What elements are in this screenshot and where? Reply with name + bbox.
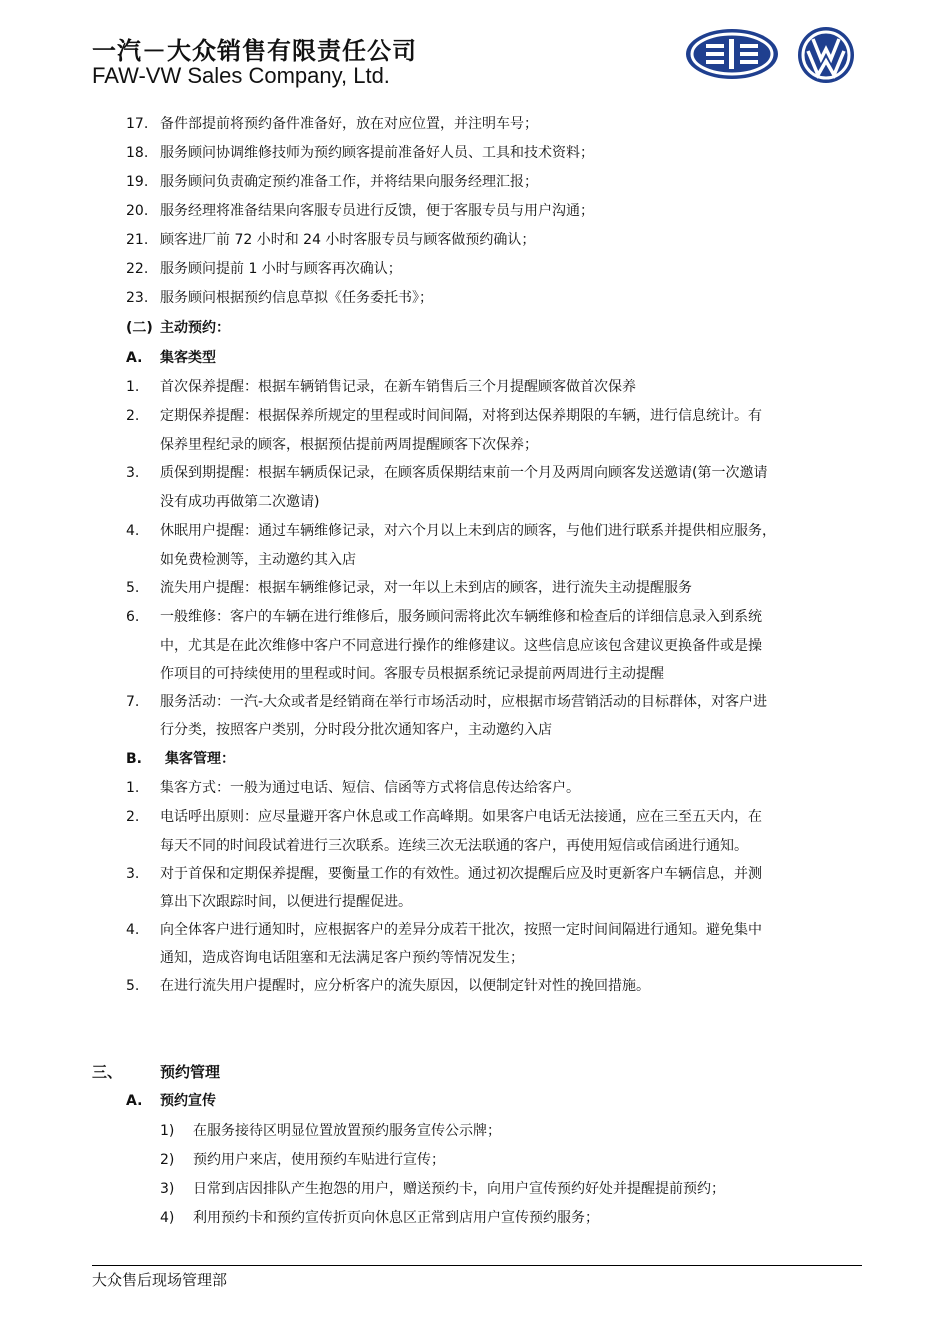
faw-logo-icon bbox=[684, 27, 780, 81]
item-text: 定期保养提醒：根据保养所规定的里程或时间间隔，对将到达保养期限的车辆，进行信息统计。有 bbox=[160, 408, 762, 424]
item-text: 每天不同的时间段试着进行三次联系。连续三次无法联通的客户，再使用短信或信函进行通知。 bbox=[160, 838, 748, 854]
item-number: 20. bbox=[126, 203, 149, 219]
item-text: 通知，造成咨询电话阻塞和无法满足客户预约等情况发生； bbox=[160, 950, 524, 966]
item-number: 1. bbox=[126, 379, 140, 395]
item-number: 6. bbox=[126, 609, 140, 625]
item-text: 日常到店因排队产生抱怨的用户，赠送预约卡，向用户宣传预约好处并提醒提前预约； bbox=[193, 1181, 725, 1197]
section-title: 预约管理 bbox=[160, 1063, 221, 1081]
item-number: 17. bbox=[126, 116, 149, 132]
item-text: 服务经理将准备结果向客服专员进行反馈，便于客服专员与用户沟通； bbox=[160, 203, 594, 219]
item-number: 23. bbox=[126, 290, 149, 306]
item-text: 一般维修：客户的车辆在进行维修后，服务顾问需将此次车辆维修和检查后的详细信息录入到系统 bbox=[160, 609, 762, 625]
item-text: 行分类，按照客户类别，分时段分批次通知客户，主动邀约入店 bbox=[160, 722, 552, 738]
item-number: 4. bbox=[126, 922, 140, 938]
item-text: 首次保养提醒：根据车辆销售记录，在新车销售后三个月提醒顾客做首次保养 bbox=[160, 379, 636, 395]
item-number: 21. bbox=[126, 232, 149, 248]
item-text: 服务顾问提前 1 小时与顾客再次确认； bbox=[160, 261, 402, 277]
part-letter: A. bbox=[126, 350, 143, 366]
item-number: 3. bbox=[126, 866, 140, 882]
item-text: 休眠用户提醒：通过车辆维修记录，对六个月以上未到店的顾客，与他们进行联系并提供相应服务， bbox=[160, 523, 776, 539]
item-number: 18. bbox=[126, 145, 149, 161]
item-text: 服务顾问负责确定预约准备工作，并将结果向服务经理汇报； bbox=[160, 174, 538, 190]
item-number: 19. bbox=[126, 174, 149, 190]
item-text: 利用预约卡和预约宣传折页向休息区正常到店用户宣传预约服务； bbox=[193, 1210, 599, 1226]
item-number: 5. bbox=[126, 580, 140, 596]
company-name-cn: 一汽－大众销售有限责任公司 bbox=[92, 37, 417, 65]
section-number: 三、 bbox=[92, 1063, 123, 1081]
vw-logo-icon bbox=[796, 25, 856, 85]
item-number: 7. bbox=[126, 694, 140, 710]
item-text: 向全体客户进行通知时，应根据客户的差异分成若干批次，按照一定时间间隔进行通知。避免集中 bbox=[160, 922, 762, 938]
item-text: 服务活动：一汽-大众或者是经销商在举行市场活动时，应根据市场营销活动的目标群体，对客户进 bbox=[160, 694, 768, 710]
section-title: 主动预约： bbox=[160, 320, 230, 336]
item-text: 作项目的可持续使用的里程或时间。客服专员根据系统记录提前两周进行主动提醒 bbox=[160, 666, 664, 682]
item-text: 算出下次跟踪时间，以便进行提醒促进。 bbox=[160, 894, 412, 910]
item-number: 3. bbox=[126, 465, 140, 481]
item-number: 1. bbox=[126, 780, 140, 796]
item-number: 22. bbox=[126, 261, 149, 277]
item-number: 2. bbox=[126, 809, 140, 825]
item-text: 没有成功再做第二次邀请) bbox=[160, 494, 320, 510]
item-number: 2) bbox=[160, 1152, 175, 1168]
item-number: 4) bbox=[160, 1210, 175, 1226]
section-number: (二) bbox=[126, 320, 153, 336]
item-text: 在进行流失用户提醒时，应分析客户的流失原因，以便制定针对性的挽回措施。 bbox=[160, 978, 650, 994]
item-number: 4. bbox=[126, 523, 140, 539]
item-text: 在服务接待区明显位置放置预约服务宣传公示牌； bbox=[193, 1123, 501, 1139]
item-text: 质保到期提醒：根据车辆质保记录，在顾客质保期结束前一个月及两周向顾客发送邀请(第一次邀请 bbox=[160, 465, 768, 481]
item-number: 5. bbox=[126, 978, 140, 994]
footer-department: 大众售后现场管理部 bbox=[92, 1271, 228, 1289]
company-name-en: FAW-VW Sales Company, Ltd. bbox=[92, 63, 390, 88]
item-text: 服务顾问协调维修技师为预约顾客提前准备好人员、工具和技术资料； bbox=[160, 145, 594, 161]
part-title: 集客类型 bbox=[160, 350, 216, 366]
item-text: 电话呼出原则：应尽量避开客户休息或工作高峰期。如果客户电话无法接通，应在三至五天内，在 bbox=[160, 809, 762, 825]
item-text: 对于首保和定期保养提醒，要衡量工作的有效性。通过初次提醒后应及时更新客户车辆信息，并测 bbox=[160, 866, 762, 882]
footer-divider bbox=[92, 1265, 862, 1266]
item-text: 预约用户来店，使用预约车贴进行宣传； bbox=[193, 1152, 445, 1168]
item-text: 备件部提前将预约备件准备好，放在对应位置，并注明车号； bbox=[160, 116, 538, 132]
item-text: 如免费检测等，主动邀约其入店 bbox=[160, 552, 356, 568]
item-text: 集客方式：一般为通过电话、短信、信函等方式将信息传达给客户。 bbox=[160, 780, 580, 796]
part-letter: A. bbox=[126, 1093, 143, 1109]
item-text: 服务顾问根据预约信息草拟《任务委托书》； bbox=[160, 290, 433, 306]
item-text: 流失用户提醒：根据车辆维修记录，对一年以上未到店的顾客，进行流失主动提醒服务 bbox=[160, 580, 692, 596]
item-text: 中，尤其是在此次维修中客户不同意进行操作的维修建议。这些信息应该包含建议更换备件或是操 bbox=[160, 638, 762, 654]
item-number: 1) bbox=[160, 1123, 175, 1139]
part-title: 集客管理： bbox=[165, 751, 235, 767]
item-number: 2. bbox=[126, 408, 140, 424]
part-title: 预约宣传 bbox=[160, 1093, 216, 1109]
part-letter: B. bbox=[126, 751, 142, 767]
item-number: 3) bbox=[160, 1181, 175, 1197]
item-text: 顾客进厂前 72 小时和 24 小时客服专员与顾客做预约确认； bbox=[160, 232, 536, 248]
item-text: 保养里程纪录的顾客，根据预估提前两周提醒顾客下次保养； bbox=[160, 437, 538, 453]
